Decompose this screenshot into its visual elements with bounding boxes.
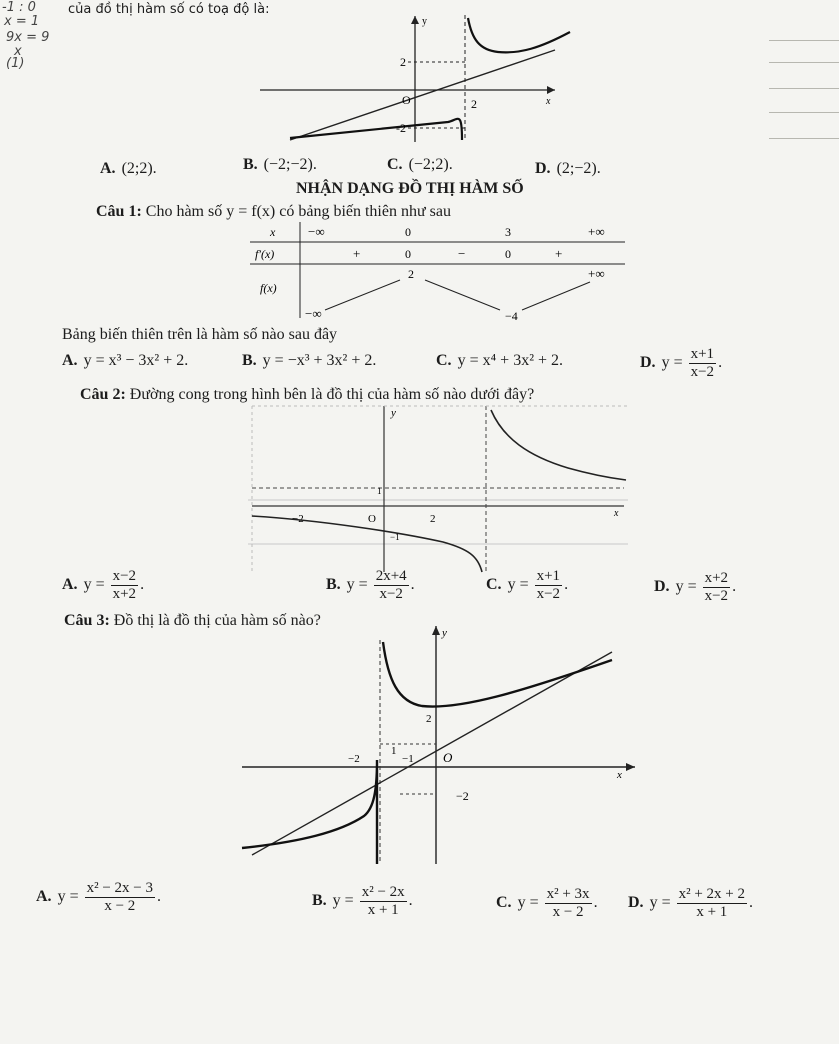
label: −2 (456, 789, 469, 803)
q3-option-b[interactable]: B. y = $\frac{\text{x² − 2x}}{x + 1}$ . (312, 884, 413, 918)
table-cell: 3 (505, 225, 511, 239)
label: −2 (348, 753, 360, 765)
q1-option-c[interactable]: C. y = x⁴ + 3x² + 2. (436, 352, 564, 369)
q1-option-d[interactable]: D. y = $\frac{x+1}{x-2}$ . (640, 346, 723, 380)
label: x (546, 96, 551, 107)
q0-option-b[interactable]: B. (−2;−2). (243, 156, 317, 173)
q1-option-b[interactable]: B. y = −x³ + 3x² + 2. (242, 352, 377, 369)
q2-option-a[interactable]: A. y = $\frac{x-2}{x+2}$ . (62, 568, 145, 602)
label: x (614, 508, 619, 519)
table-label: f′(x) (255, 247, 275, 261)
label: O (402, 93, 411, 107)
y-axis-arrow (411, 16, 419, 24)
margin-note: (1) (6, 56, 25, 71)
table-cell: − (458, 246, 466, 261)
curve-right-branch (491, 410, 626, 480)
y-axis-arrow (432, 626, 440, 635)
question-2: Câu 2: Đường cong trong hình bên là đồ thị của hàm số nào dưới đây? (80, 386, 535, 403)
header-text: của đồ thị hàm số có toạ độ là: (68, 2, 270, 17)
curve-right-branch (383, 642, 612, 707)
q3-option-a[interactable]: A. y = $\frac{\text{x² − 2x − 3}}{x - 2}$ . (36, 880, 162, 914)
x-axis-arrow (547, 86, 555, 94)
margin-note: x (14, 44, 22, 59)
variation-table (250, 222, 630, 322)
q1-prompt: Bảng biến thiên trên là hàm số nào sau đây (62, 326, 338, 343)
curve-left-branch (290, 119, 462, 140)
margin-note: -1 : 0 (2, 0, 36, 15)
q2-option-c[interactable]: C. y = $\frac{x+1}{x-2}$ . (486, 568, 569, 602)
label: 2 (471, 97, 477, 111)
table-cell: −∞ (308, 224, 325, 239)
table-cell: 2 (408, 267, 414, 281)
table-cell: +∞ (588, 224, 605, 239)
graph-q3 (240, 620, 640, 865)
label: 1 (391, 745, 397, 757)
label: −1 (402, 753, 414, 765)
curve-right-branch (468, 18, 570, 52)
question-3: Câu 3: Đồ thị là đồ thị của hàm số nào? (64, 612, 321, 629)
label: y (442, 627, 447, 639)
table-cell: 0 (405, 247, 411, 261)
table-label: x (270, 225, 276, 239)
q3-option-c[interactable]: C. y = $\frac{\text{x² + 3x}}{x - 2}$ . (496, 886, 598, 920)
margin-note: 9x = 9 (6, 30, 50, 45)
margin-note: x = 1 (4, 14, 40, 29)
table-cell: 0 (405, 225, 411, 239)
table-cell: −∞ (305, 306, 322, 321)
table-cell: +∞ (588, 266, 605, 281)
table-label: f(x) (260, 281, 277, 295)
label: y (391, 407, 396, 419)
q0-option-c[interactable]: C. (−2;2). (387, 156, 453, 173)
q2-option-b[interactable]: B. y = $\frac{2x+4}{x-2}$ . (326, 568, 415, 602)
question-1: Câu 1: Cho hàm số y = f(x) có bảng biến thiên như sau (96, 203, 451, 220)
label: y (422, 16, 427, 27)
table-cell: −4 (505, 309, 518, 322)
label: O (368, 513, 376, 525)
table-cell: + (353, 246, 361, 261)
table-cell: + (555, 246, 563, 261)
section-title: NHẬN DẠNG ĐỒ THỊ HÀM SỐ (296, 180, 524, 197)
q1-option-a[interactable]: A. y = x³ − 3x² + 2. (62, 352, 189, 369)
oblique-asymptote (290, 50, 555, 140)
arrow-up (325, 280, 400, 310)
table-cell: 0 (505, 247, 511, 261)
q0-option-a[interactable]: A. (2;2). (100, 160, 157, 177)
label: 2 (426, 713, 432, 725)
label: −2 (292, 513, 304, 525)
arrow-up (522, 282, 590, 310)
label: 2 (400, 55, 406, 69)
q3-option-d[interactable]: D. y = $\frac{\text{x² + 2x + 2}}{x + 1}$ . (628, 886, 754, 920)
x-axis-arrow (626, 763, 635, 771)
label: 1 (377, 486, 382, 496)
graph-q2 (248, 404, 630, 574)
graph-top (250, 10, 580, 145)
oblique-asymptote (252, 652, 612, 855)
label: -2 (396, 121, 406, 135)
arrow-down (425, 280, 500, 310)
label: −1 (390, 532, 400, 542)
label: 2 (430, 513, 436, 525)
label: x (617, 769, 622, 781)
q0-option-d[interactable]: D. (2;−2). (535, 160, 601, 177)
curve-left-branch (242, 760, 377, 864)
label: O (443, 750, 453, 765)
q2-option-d[interactable]: D. y = $\frac{x+2}{x-2}$ . (654, 570, 737, 604)
